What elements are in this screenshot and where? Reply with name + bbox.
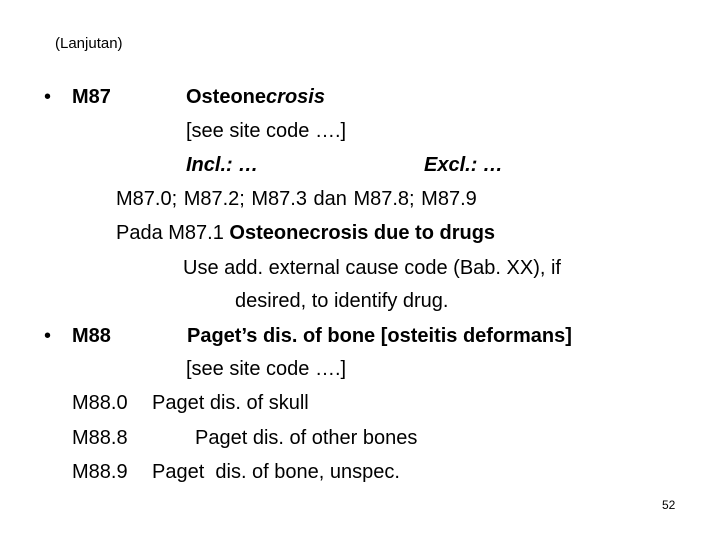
- m87-note-line1: Use add. external cause code (Bab. XX), if: [183, 257, 561, 279]
- list-item-code: M88.9: [72, 461, 128, 483]
- m87-note-line2: desired, to identify drug.: [235, 290, 449, 312]
- m87-site-code: [see site code ….]: [186, 120, 347, 142]
- m87-pada-prefix: Pada M87.1: [116, 222, 230, 244]
- m88-code: M88: [72, 325, 111, 347]
- list-item-code: M88.8: [72, 427, 128, 449]
- m88-title: Paget’s dis. of bone [osteitis deformans]: [187, 325, 572, 347]
- list-item-code: M88.0: [72, 392, 128, 414]
- continuation-label: (Lanjutan): [55, 35, 123, 52]
- m87-title: [186, 87, 325, 107]
- list-item-label: Paget dis. of other bones: [195, 427, 418, 449]
- page-number: 52: [662, 498, 676, 512]
- m88-site-code: [see site code ….]: [186, 358, 347, 380]
- list-item-label: Paget dis. of skull: [152, 392, 309, 414]
- m87-subcodes: M87.0; M87.2; M87.3 dan M87.8; M87.9: [116, 188, 477, 210]
- m87-code: M87: [72, 86, 111, 108]
- m87-title-normal: Osteone: [186, 86, 267, 108]
- m87-excl: Excl.: …: [424, 154, 503, 176]
- m88-bullet: •: [44, 325, 52, 347]
- m87-pada-bold: Osteonecrosis due to drugs: [229, 222, 496, 244]
- m87-pada-line: [116, 223, 495, 243]
- m87-title-italic: crosis: [266, 86, 325, 108]
- m87-bullet: •: [44, 86, 52, 108]
- list-item-label: Paget dis. of bone, unspec.: [152, 461, 400, 483]
- m87-incl: Incl.: …: [186, 154, 259, 176]
